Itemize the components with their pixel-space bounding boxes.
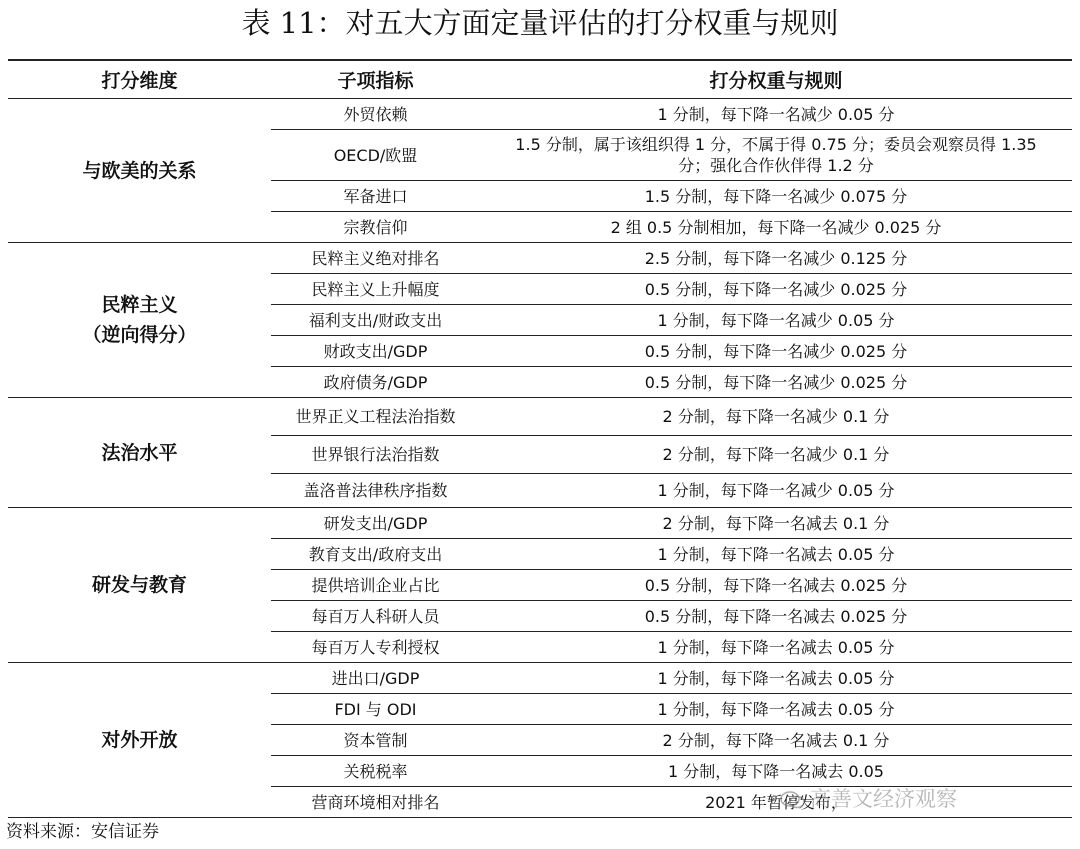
sub-item-cell: 宗教信仰 [271,212,480,243]
rule-cell: 0.5 分制，每下降一名减去 0.025 分 [480,570,1072,601]
dimension-label: （逆向得分） [82,324,197,346]
rule-cell: 2021 年暂停发布， [480,787,1072,818]
dimension-label: 与欧美的关系 [82,159,197,182]
dimension-cell [8,243,271,398]
header-rule: 打分权重与规则 [480,60,1072,99]
rule-cell: 1 分制，每下降一名减去 0.05 分 [480,632,1072,663]
rule-cell: 2.5 分制，每下降一名减少 0.125 分 [480,243,1072,274]
rule-cell: 2 组 0.5 分制相加，每下降一名减少 0.025 分 [480,212,1072,243]
dimension-cell [8,663,271,818]
sub-item-cell: 每百万人专利授权 [271,632,480,663]
sub-item-cell: OECD/欧盟 [271,130,480,181]
table-title: 表 11：对五大方面定量评估的打分权重与规则 [241,6,839,40]
table-row [8,398,1072,436]
sub-item-cell: 资本管制 [271,725,480,756]
rule-cell: 1 分制，每下降一名减少 0.05 分 [480,99,1072,130]
rule-cell: 0.5 分制，每下降一名减去 0.025 分 [480,601,1072,632]
sub-item-cell: 进出口/GDP [271,663,480,694]
sub-item-cell: 福利支出/财政支出 [271,305,480,336]
sub-item-cell: 财政支出/GDP [271,336,480,367]
rule-cell: 0.5 分制，每下降一名减少 0.025 分 [480,367,1072,398]
rule-cell: 1 分制，每下降一名减少 0.05 分 [480,474,1072,508]
rule-cell: 2 分制，每下降一名减少 0.1 分 [480,436,1072,474]
sub-item-cell: 民粹主义绝对排名 [271,243,480,274]
dimension-label: 法治水平 [101,441,178,464]
source-note: 资料来源：安信证券 [6,822,159,842]
rule-cell: 1 分制，每下降一名减去 0.05 分 [480,663,1072,694]
watermark-text: 高善文经济观察 [810,787,957,811]
rule-cell: 2 分制，每下降一名减去 0.1 分 [480,508,1072,539]
sub-item-cell: 世界银行法治指数 [271,436,480,474]
dimension-cell [8,508,271,663]
dimension-cell [8,398,271,508]
sub-item-cell: 政府债务/GDP [271,367,480,398]
table-row [8,99,1072,130]
rule-cell: 1.5 分制，属于该组织得 1 分，不属于得 0.75 分；委员会观察员得 1.35 分；强化合作伙伴得 1.2 分 [480,130,1072,181]
table-row [8,243,1072,274]
dimension-cell [8,99,271,243]
sub-item-cell: 每百万人科研人员 [271,601,480,632]
sub-item-cell: 提供培训企业占比 [271,570,480,601]
rule-cell: 1 分制，每下降一名减去 0.05 [480,756,1072,787]
dimension-label: 研发与教育 [91,574,187,596]
sub-item-cell: 民粹主义上升幅度 [271,274,480,305]
header-sub-item: 子项指标 [271,60,480,99]
dimension-label: 对外开放 [101,729,178,751]
rule-cell: 1 分制，每下降一名减去 0.05 分 [480,539,1072,570]
header-dimension: 打分维度 [8,60,271,99]
rule-cell: 1.5 分制，每下降一名减少 0.075 分 [480,181,1072,212]
chat-bubble-icon [780,790,806,810]
rule-cell: 0.5 分制，每下降一名减少 0.025 分 [480,336,1072,367]
sub-item-cell: 盖洛普法律秩序指数 [271,474,480,508]
header-row [8,60,1072,99]
dimension-label: 民粹主义 [101,294,178,316]
sub-item-cell: 研发支出/GDP [271,508,480,539]
table-body [8,99,1072,818]
sub-item-cell: 世界正义工程法治指数 [271,398,480,436]
table-row [8,508,1072,539]
table-row [8,663,1072,694]
sub-item-cell: FDI 与 ODI [271,694,480,725]
sub-item-cell: 关税税率 [271,756,480,787]
rule-cell: 1 分制，每下降一名减去 0.05 分 [480,694,1072,725]
rule-cell: 2 分制，每下降一名减少 0.1 分 [480,398,1072,436]
rule-cell: 2 分制，每下降一名减去 0.1 分 [480,725,1072,756]
rule-cell: 0.5 分制，每下降一名减少 0.025 分 [480,274,1072,305]
rule-cell: 1 分制，每下降一名减少 0.05 分 [480,305,1072,336]
sub-item-cell: 教育支出/政府支出 [271,539,480,570]
sub-item-cell: 外贸依赖 [271,99,480,130]
scoring-table [8,59,1072,818]
watermark [780,783,957,813]
sub-item-cell: 营商环境相对排名 [271,787,480,818]
sub-item-cell: 军备进口 [271,181,480,212]
